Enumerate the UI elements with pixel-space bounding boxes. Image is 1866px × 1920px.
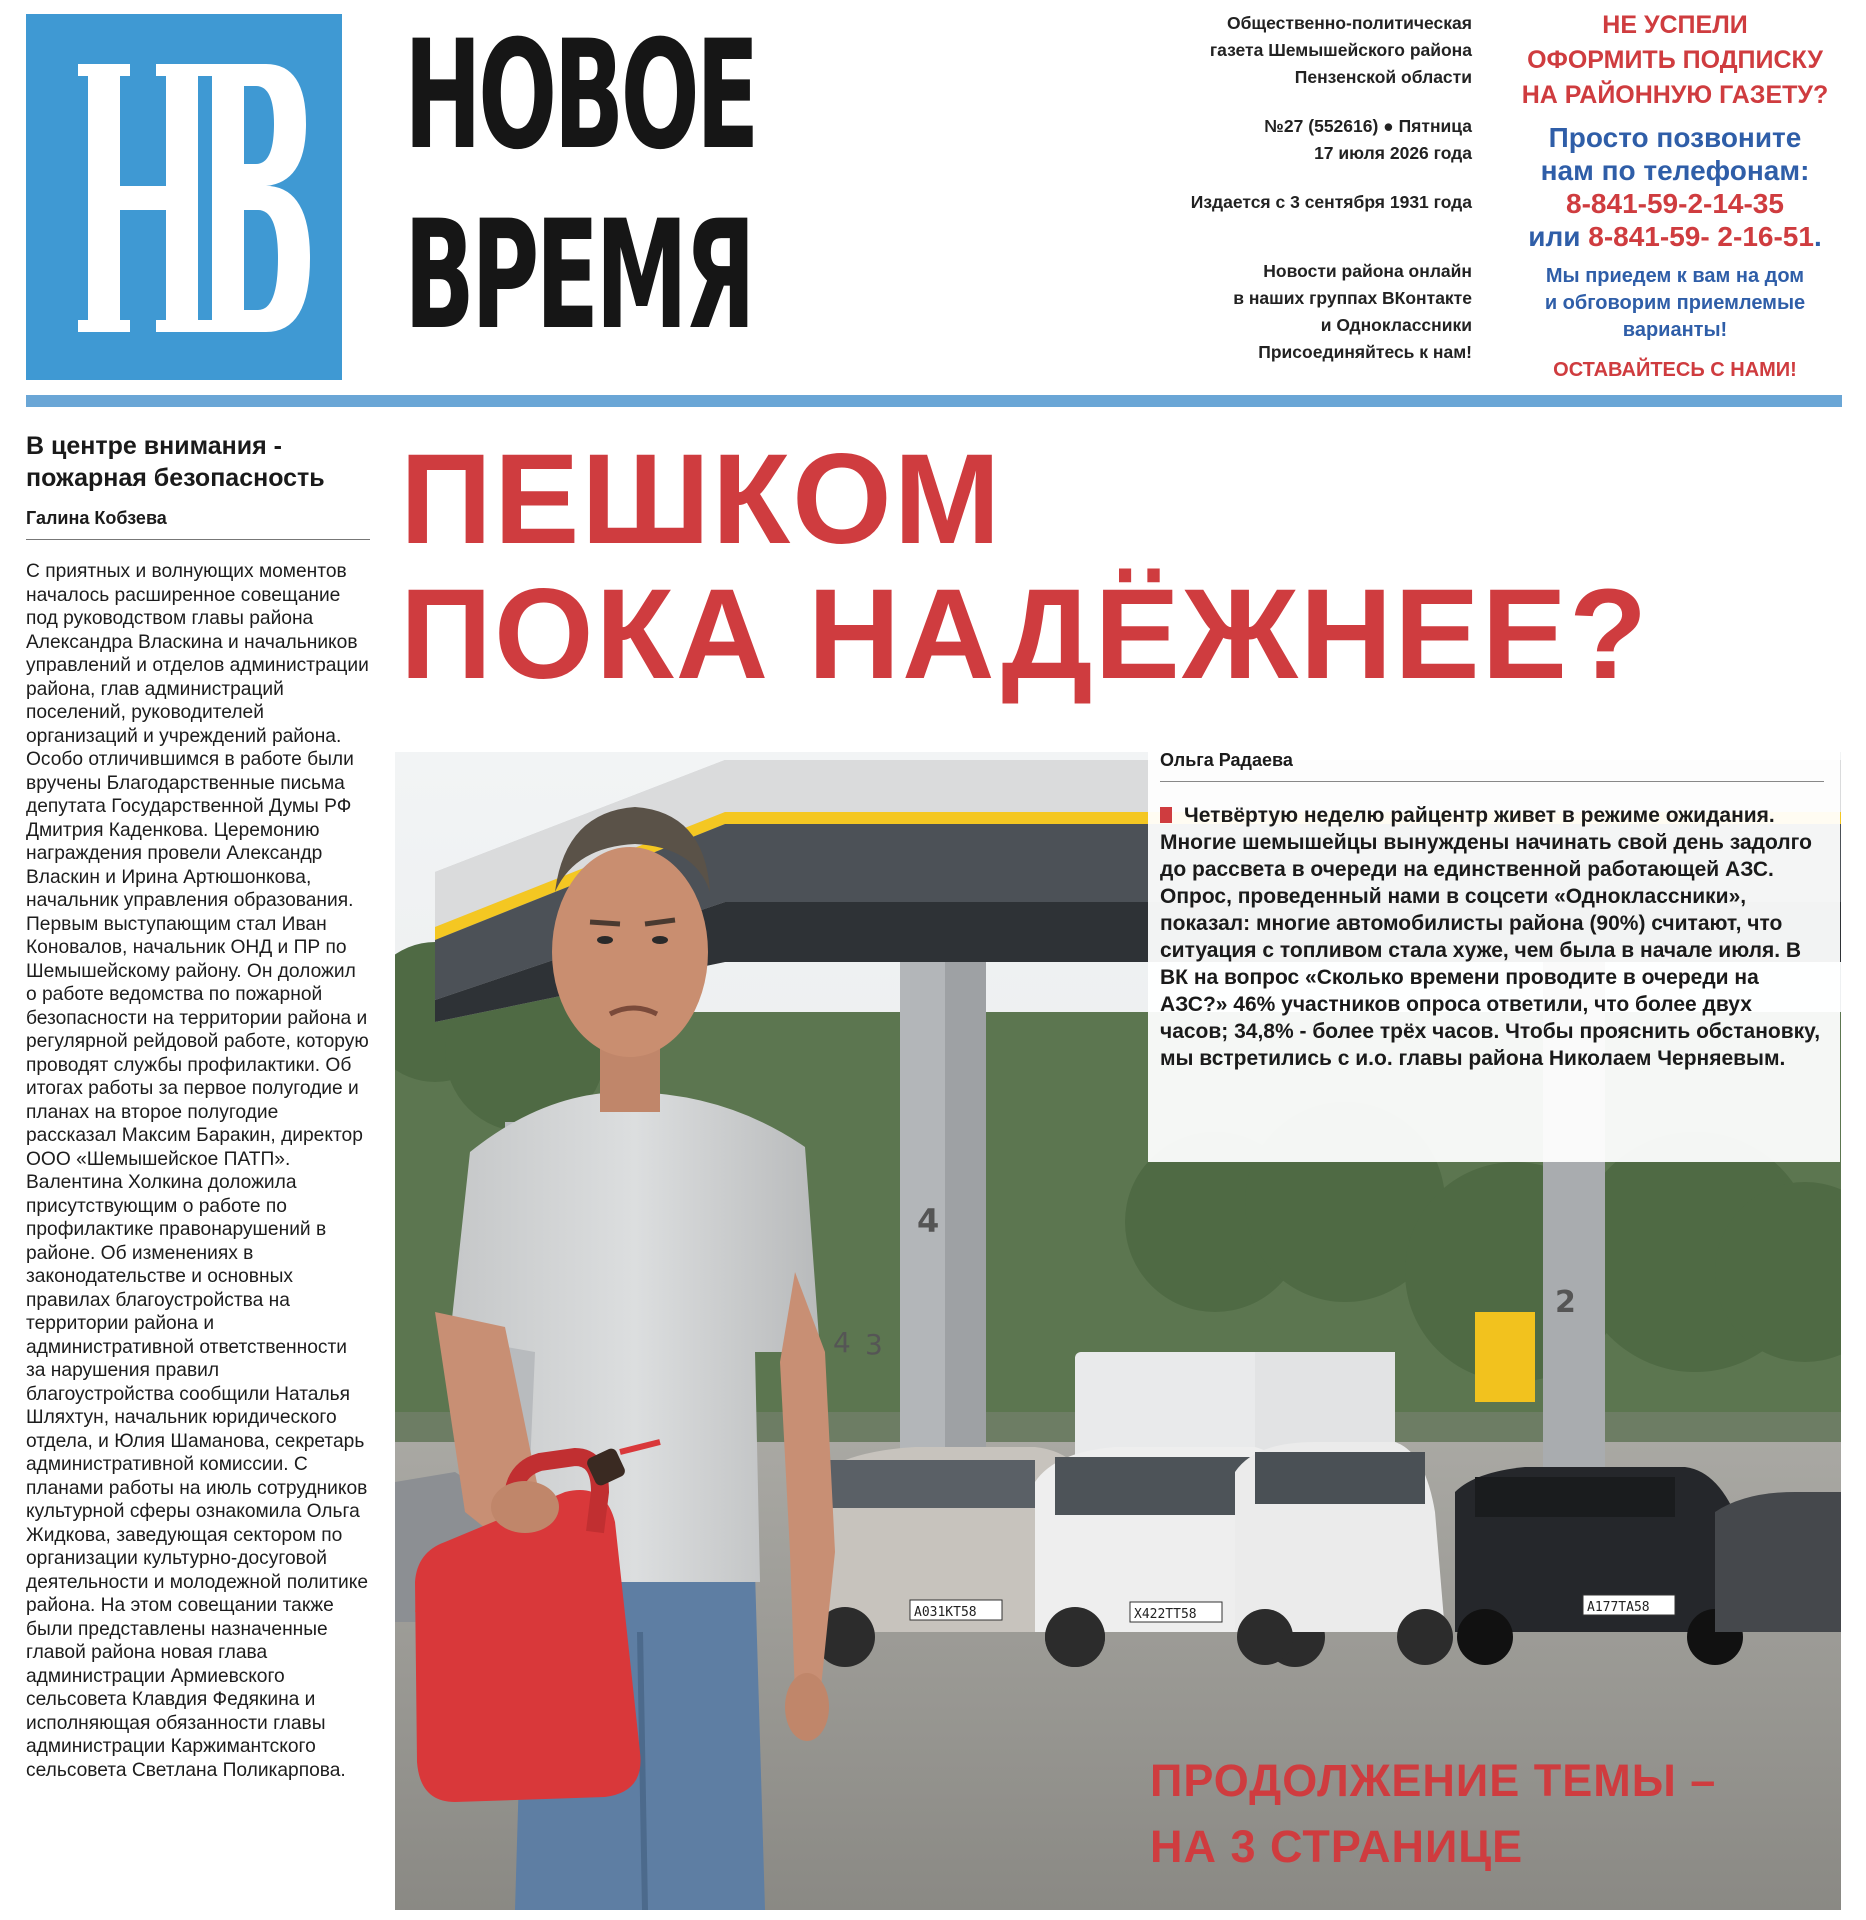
phone-number-1[interactable]: 8-841-59-2-14-35 <box>1566 188 1784 219</box>
promo-call-line: Просто позвоните <box>1548 122 1802 153</box>
left-article <box>26 430 370 1782</box>
main-article-author: Ольга Радаева <box>1160 750 1293 770</box>
pump-number: 4 <box>833 1326 851 1359</box>
promo-call <box>1500 121 1850 253</box>
phone-prefix: или <box>1528 221 1581 252</box>
headline-line-1: ПЕШКОМ <box>400 428 1003 571</box>
continuation-line-2: НА 3 СТРАНИЦЕ <box>1150 1821 1524 1872</box>
online-line: Присоединяйтесь к нам! <box>1258 342 1472 362</box>
online-line: в наших группах ВКонтакте <box>1233 288 1472 308</box>
promo-headline <box>1500 8 1850 113</box>
car-5 <box>1715 1492 1841 1632</box>
description-line: Общественно-политическая <box>1226 13 1472 33</box>
newspaper-logo <box>26 14 342 380</box>
founded-line: Издается с 3 сентября 1931 года <box>1190 192 1472 212</box>
lead-marker-icon <box>1160 807 1172 823</box>
left-article-author: Галина Кобзева <box>26 508 167 528</box>
promo-call-line: нам по телефонам: <box>1540 155 1810 186</box>
continuation-line-1: ПРОДОЛЖЕНИЕ ТЕМЫ – <box>1150 1755 1717 1806</box>
promo-headline-line: НА РАЙОННУЮ ГАЗЕТУ? <box>1521 81 1829 109</box>
left-article-headline <box>26 430 370 494</box>
description-line: газета Шемышейского района <box>1209 40 1472 60</box>
promo-headline-line: ОФОРМИТЬ ПОДПИСКУ <box>1527 46 1823 74</box>
promo-note <box>1500 263 1850 344</box>
lead-paragraph <box>1160 802 1824 1072</box>
issue-number-date <box>1120 113 1472 167</box>
online-notice <box>1120 258 1472 366</box>
promo-stay: ОСТАВАЙТЕСЬ С НАМИ! <box>1553 359 1797 381</box>
promo-note-line: варианты! <box>1622 319 1728 341</box>
promo-headline-line: НЕ УСПЕЛИ <box>1602 11 1748 39</box>
paper-description <box>1120 10 1472 91</box>
lead-box <box>1148 742 1840 1162</box>
promo-note-line: и обговорим приемлемые <box>1544 292 1806 314</box>
title-line-2: ВРЕМЯ <box>404 189 753 363</box>
headline-line: В центре внимания - <box>26 432 282 460</box>
phone-number-2[interactable]: 8-841-59- 2-16-51 <box>1588 221 1814 252</box>
lead-text: Четвёртую неделю райцентр живет в режиме ожидания. Многие шемышейцы вынуждены начинать свой день задолго до рассвета в очереди на единственной работающей АЗС. Опрос, проведенный нами в соцсети «Одноклассники», показал: многие автомобилисты района (90%) считают, что ситуация с топливом стала хуже, чем была в начале июля. В ВК на вопрос «Сколько времени проводите в очереди на АЗС?» 46% участников опроса ответили, что более двух часов; 34,8% - более трёх часов. Чтобы прояснить обстановку, мы встретились с и.о. главы района Николаем Черняевым. <box>1160 804 1821 1070</box>
issue-number: №27 (552616) ● Пятница <box>1264 116 1472 136</box>
car-3 <box>1235 1442 1453 1665</box>
phone-suffix: . <box>1813 221 1822 252</box>
title-line-1: НОВОЕ <box>404 9 756 183</box>
online-line: и Одноклассники <box>1320 315 1472 335</box>
description-line: Пензенской области <box>1294 67 1472 87</box>
headline-line-2: ПОКА НАДЁЖНЕЕ? <box>400 563 1650 706</box>
main-headline <box>400 428 1840 706</box>
license-plate: А177ТА58 <box>1587 1600 1650 1615</box>
promo-note-line: Мы приедем к вам на дом <box>1545 265 1805 287</box>
subscription-promo <box>1500 8 1850 384</box>
online-line: Новости района онлайн <box>1263 261 1472 281</box>
pump-number: 3 <box>865 1328 883 1361</box>
masthead-divider <box>26 395 1842 407</box>
license-plate: Х422ТТ58 <box>1134 1607 1197 1622</box>
left-article-divider <box>26 539 370 540</box>
license-plate: А031КТ58 <box>914 1605 977 1620</box>
newspaper-title <box>404 6 784 390</box>
left-article-body: С приятных и волнующих моментов началось расширенное совещание под руководством главы района Александра Власкина и начальников управлений и отделов администрации района, глав администраций поселений, руководителей организаций и учреждений района. Особо отличившимся в работе были вручены Благодарственные письма депутата Государственной Думы РФ Дмитрия Каденкова. Церемонию награждения провели Александр Власкин и Ирина Артюшонкова, начальник управления образования. Первым выступающим стал Иван Коновалов, начальник ОНД и ПР по Шемышейскому району. Он доложил о работе ведомства по пожарной безопасности на территории района и регулярной рейдовой работе, которую проводят службы профилактики. Об итогах работы за первое полугодие и планах на второе полугодие рассказал Максим Баракин, директор ООО «Шемышейское ПАТП». Валентина Холкина доложила присутствующим о работе по профилактике правонарушений в районе. Об изменениях в законодательстве и основных правилах благоустройства на территории района и административной ответственности за нарушения правил благоустройства сообщили Наталья Шляхтун, начальник юридического отдела, и Юлия Шаманова, секретарь административной комиссии. С планами работы на июль сотрудников культурной сферы ознакомила Ольга Жидкова, заведующая сектором по организации культурно-досуговой деятельности и молодежной политике района. На этом совещании также были представлены назначенные главой района новая глава администрации Армиевского сельсовета Клавдия Федякина и исполняющая обязанности главы администрации Каржимантского сельсовета Светлана Поликарпова. <box>26 561 369 1781</box>
lead-divider <box>1160 781 1824 782</box>
pump-number: 2 <box>1555 1285 1576 1320</box>
continuation-note[interactable] <box>1150 1748 1840 1880</box>
issue-date: 17 июля 2026 года <box>1314 143 1472 163</box>
headline-line: пожарная безопасность <box>26 464 325 492</box>
issue-info <box>1120 10 1472 366</box>
pump-number: 4 <box>917 1202 940 1240</box>
